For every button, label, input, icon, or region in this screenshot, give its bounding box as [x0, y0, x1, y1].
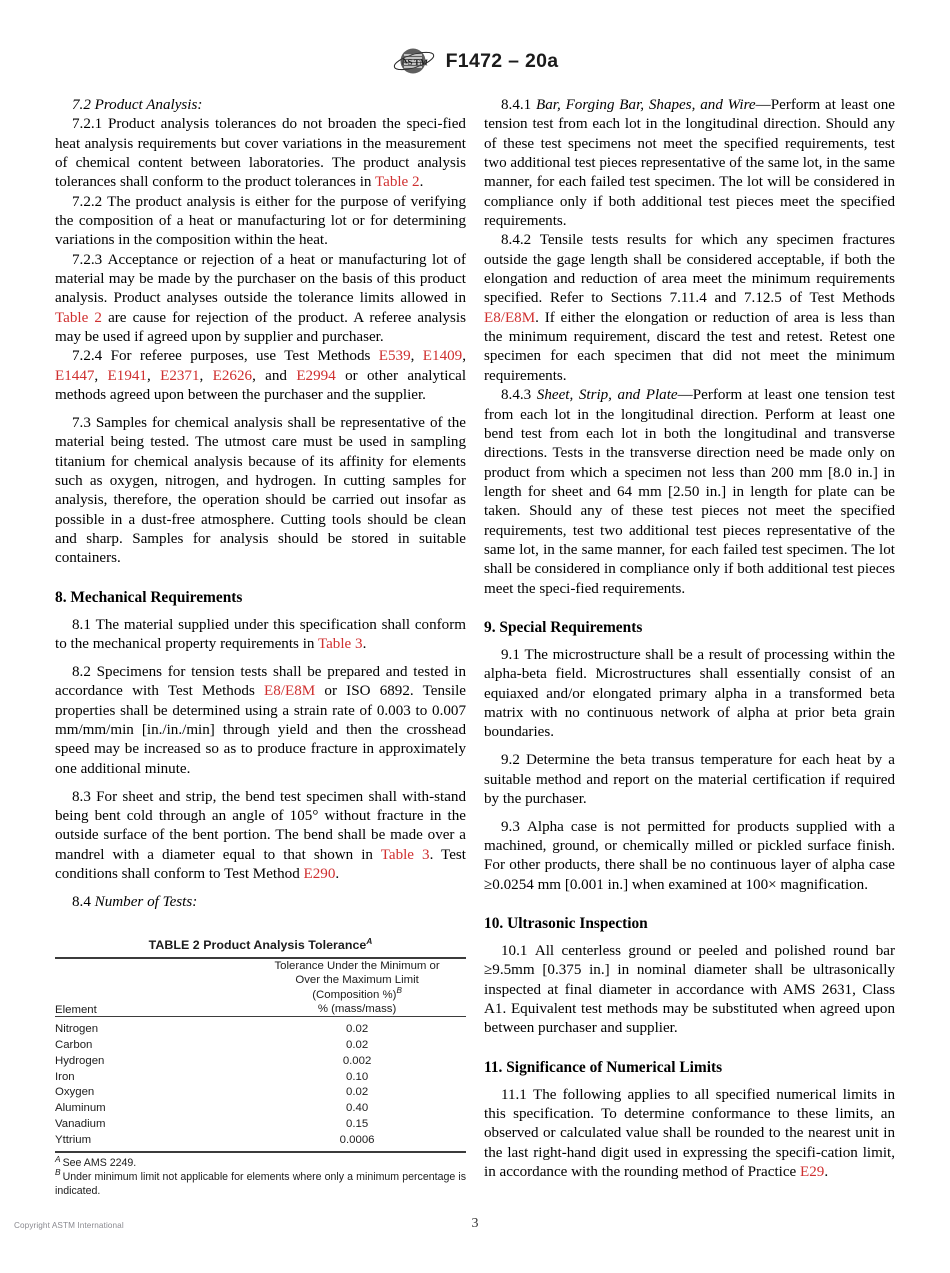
link-e2626[interactable]: E2626 [212, 367, 253, 384]
paragraph-8-2 [55, 663, 466, 779]
clause-text-tail: . [335, 865, 340, 882]
clause-title: Bar, Forging Bar, Shapes, and Wire [536, 97, 756, 113]
paragraph-8-4-2 [484, 231, 895, 386]
table-2-footnotes [55, 1153, 466, 1198]
clause-text: Alpha case is not permitted for products supplied with a machined, ground, or chemically milled or pickled surface finish. For other products, there shall be no continuous layer of alpha case ≥0.0254 mm [0.001 in.] when examined at 100× magnification. [484, 818, 896, 893]
clause-number: 8.1 [72, 616, 91, 633]
section-heading-9: 9. Special Requirements [484, 618, 643, 636]
clause-text: Tensile tests results for which any specimen fractures outside the gage length shall be considered acceptable, if both the elongation and reduction of area meet the minimum requirements specified. Refer to Sections 7.11.4 and 7.12.5 of Test Methods [484, 232, 895, 307]
clause-text: —Perform at least one tension test from each lot in the longitudinal direction. Perform at least one bend test from each lot in both the longitudinal and transverse directions. Tests in the transverse direction need be made only on product from which a specimen not less than 200 mm [8.0 in.] in length for sheet and 64 mm [2.50 in.] in length for plate can be taken. Should any of these test pieces not meet the specified requirements, test two additional test pieces representative of the same lot, in the same manner, for each failed test specimen. The lot shall be considered in compliance only if both additional test pieces meet the speci-fied requirements. [484, 387, 896, 597]
footnote-a-text: See AMS 2249. [62, 1157, 137, 1170]
paragraph-9-2 [484, 751, 895, 809]
paragraph-11-1 [484, 1086, 895, 1183]
section-heading-8: 8. Mechanical Requirements [55, 588, 243, 606]
table-2-col-element: Element [55, 1004, 97, 1017]
clause-number: 8.3 [72, 788, 91, 805]
table-2-caption-footnote-marker: A [366, 936, 373, 946]
paragraph-7-2-2 [55, 193, 466, 251]
footnote-a-marker: A [55, 1153, 61, 1164]
link-table-3[interactable]: Table 3 [317, 636, 363, 653]
clause-text: Specimens for tension tests shall be prepared and tested in accordance with Test Methods [55, 663, 466, 700]
table-2-footnote-b [55, 1167, 466, 1198]
clause-text: —Perform at least one tension test from each lot in the longitudinal direction. Should any of these test specimens not meet the specified requirements, test two additional test pieces representative of the same lot, in the same manner, for each failed test specimen. The lot will be considered in compliance only if both additional test pieces meet the specified requirements. [484, 97, 895, 230]
cell-element: Oxygen [55, 1086, 95, 1099]
astm-logo-icon [392, 46, 436, 76]
table-2-block [55, 938, 466, 1198]
link-table-3[interactable]: Table 3 [380, 846, 430, 863]
clause-text: Samples for chemical analysis shall be representative of the material being tested. The utmost care must be used in sampling titanium for chemical analysis because of its affinity for elements such as oxygen, nitrogen, and hydrogen. In cutting samples for analysis, therefore, the operation should be carried out insofar as possible in a dust-free atmosphere. Cutting tools should be clean and sharp. Samples for analysis should be stored in suitable containers. [55, 415, 466, 567]
link-e290[interactable]: E290 [303, 865, 336, 882]
clause-number: 8.4.3 [501, 387, 532, 404]
section-heading-11: 11. Significance of Numerical Limits [484, 1058, 723, 1076]
clause-text-mid: . Test conditions shall conform to Test Method [55, 846, 466, 882]
left-column [55, 96, 466, 1198]
link-e1941[interactable]: E1941 [107, 367, 147, 384]
footnote-b-marker: B [55, 1167, 61, 1178]
link-table-2[interactable]: Table 2 [374, 174, 420, 191]
svg-text:M: M [418, 56, 428, 68]
footer-page-number: 3 [471, 1216, 479, 1231]
link-e539[interactable]: E539 [378, 348, 411, 365]
paragraph-8-4-1 [484, 96, 895, 231]
section-heading-10: 10. Ultrasonic Inspection [484, 915, 648, 933]
link-e29[interactable]: E29 [800, 1164, 825, 1181]
clause-number: 8.2 [72, 663, 91, 680]
clause-text: All centerless ground or peeled and polished round bar ≥9.5mm [0.375 in.] in nominal diameter shall be ultrasonically inspected at final diameter in accordance with AMS 2631, Class A1. Equivalent test methods may be substituted when agreed upon between purchaser and supplier. [484, 943, 895, 1037]
table-row [55, 1085, 466, 1101]
paragraph-7-2-4: 7.2.4 For referee purposes, use Test Methods E539, E1409, E1447, E1941, E2371, E2626, and E2994 or other analytical methods agreed upon between the purchaser and the supplier. [55, 348, 467, 404]
clause-number: 8.4 [72, 893, 91, 910]
clause-number: 7.2.1 [72, 116, 103, 133]
table-row [55, 1116, 466, 1132]
table-2-footnote-a [55, 1153, 466, 1171]
cell-element: Carbon [55, 1039, 93, 1052]
table-row [55, 1132, 466, 1152]
link-e1447[interactable]: E1447 [55, 367, 95, 384]
clause-number: 10.1 [501, 943, 528, 960]
clause-number: 7.3 [72, 415, 91, 431]
table-row [55, 1017, 466, 1038]
table-row [55, 1069, 466, 1085]
paragraph-8-3 [55, 788, 466, 885]
clause-text-tail: . [419, 174, 424, 191]
table-row [55, 1101, 466, 1117]
cell-value: 0.02 [345, 1086, 369, 1099]
paragraph-8-4-3 [484, 386, 895, 599]
cell-element: Hydrogen [55, 1054, 105, 1067]
cell-value: 0.02 [345, 1039, 369, 1052]
clause-text-tail: . [362, 636, 367, 653]
paragraph-7-2-heading: 7.2 Product Analysis: [72, 97, 203, 113]
page-header [0, 46, 950, 76]
cell-element: Aluminum [55, 1102, 106, 1115]
clause-title: Sheet, Strip, and Plate [536, 387, 678, 404]
clause-number: 7.2.2 [72, 193, 103, 210]
paragraph-7-3 [55, 414, 466, 569]
clause-text-tail: are cause for rejection of the product. A referee analysis may be used if agreed upon by supplier and purchaser. [55, 309, 466, 346]
clause-text-tail: . [824, 1164, 829, 1181]
cell-element: Iron [55, 1070, 75, 1083]
clause-text: For referee purposes, use Test Methods [110, 348, 379, 365]
table-2-caption [55, 938, 466, 952]
clause-text: Determine the beta transus temperature for each heat by a suitable method and report on the material certification if required by the purchaser. [484, 752, 896, 807]
clause-number: 9.3 [501, 818, 520, 835]
cell-value: 0.10 [345, 1070, 369, 1083]
paragraph-9-3 [484, 818, 895, 895]
tolerance-line-4: % (mass/mass) [317, 1002, 397, 1015]
cell-value: 0.40 [345, 1102, 369, 1115]
table-2-body [55, 1017, 466, 1153]
paragraph-9-1 [484, 646, 895, 743]
svg-text:T: T [413, 57, 420, 67]
paragraph-7-2-3 [55, 251, 466, 348]
table-row [55, 1053, 466, 1069]
link-e2994[interactable]: E2994 [296, 367, 336, 384]
cell-value: 0.15 [345, 1117, 369, 1130]
table-2-header-row [55, 958, 466, 1017]
cell-value: 0.002 [342, 1054, 372, 1067]
clause-text-tail: or other analytical methods agreed upon between the purchaser and the supplier. [55, 367, 467, 404]
table-2-col-tolerance [248, 958, 466, 1017]
clause-number: 9.1 [501, 646, 520, 663]
clause-text-tail: . If either the elongation or reduction of area is less than the minimum requirement, discard the test and retest. Retest one specimen for each specimen that did not meet the minimum requirements. [484, 309, 895, 384]
clause-number: 7.2.3 [72, 251, 103, 268]
clause-number: 7.2.4 [72, 348, 103, 365]
table-row [55, 1037, 466, 1053]
clause-number: 8.4.2 [501, 232, 532, 249]
clause-text-tail: or ISO 6892. Tensile properties shall be determined using a strain rate of 0.003 to 0.007 mm/mm/min [in./in./min] through yield and then the crosshead speed may be increased so as to produce fracture in approximately one additional minute. [55, 683, 466, 777]
document-designation: F1472 – 20a [445, 49, 559, 72]
tolerance-line-1: Tolerance Under the Minimum or [274, 960, 440, 973]
paragraph-7-2-1 [55, 115, 466, 192]
clause-text: Number of Tests: [94, 893, 198, 910]
table-2-head [55, 958, 466, 1017]
paragraph-7-2 [55, 96, 466, 115]
table-2-caption-text: TABLE 2 Product Analysis Tolerance [148, 938, 367, 953]
table-2 [55, 957, 466, 1153]
link-e2371[interactable]: E2371 [160, 367, 200, 384]
svg-text:S: S [406, 56, 413, 67]
cell-element: Nitrogen [55, 1023, 99, 1036]
clause-text: The material supplied under this specification shall conform to the mechanical property requirements in [55, 616, 466, 653]
tolerance-line-3: (Composition %) [312, 988, 397, 1001]
clause-text: The product analysis is either for the purpose of verifying the composition of a heat or manufacturing lot or for determining variations in the composition within the heat. [55, 193, 466, 249]
right-column [484, 96, 895, 1183]
clause-text: The following applies to all specified numerical limits in this specification. To determine conformance to these limits, an observed or calculated value shall be rounded to the nearest unit in the last right-hand digit used in expressing the specifi-cation limit, in accordance with the rounding method of Practice [484, 1086, 895, 1181]
cell-value: 0.0006 [339, 1133, 375, 1146]
clause-number: 11.1 [501, 1086, 527, 1103]
svg-text:A: A [399, 55, 409, 67]
tolerance-footnote-marker: B [396, 985, 402, 995]
link-e8-e8m[interactable]: E8/E8M [264, 683, 316, 700]
paragraph-8-1 [55, 616, 466, 655]
footnote-b-text: Under minimum limit not applicable for elements where only a minimum percentage is indicated. [55, 1170, 466, 1197]
cell-element: Vanadium [55, 1117, 106, 1130]
paragraph-8-4 [55, 893, 466, 912]
clause-text: Acceptance or rejection of a heat or manufacturing lot of material may be made by the purchaser on the basis of this product analysis. Product analyses outside the tolerance limits allowed in [55, 251, 466, 307]
clause-number: 8.4.1 [501, 97, 532, 113]
cell-element: Yttrium [55, 1133, 92, 1146]
clause-text: The microstructure shall be a result of processing within the alpha-beta field. Microstructures shall essentially consist of an equiaxed and/or elongated primary alpha in a transformed beta matrix with no continuous network of alpha at prior beta grain boundaries. [484, 646, 895, 741]
link-table-2[interactable]: Table 2 [55, 309, 102, 326]
cell-value: 0.02 [345, 1023, 369, 1036]
clause-text: For sheet and strip, the bend test specimen shall with-stand being bent cold through an angle of 105° without fracture in the outside surface of the bent portion. The bend shall be made over a mandrel with a diameter equal to that shown in [55, 788, 466, 863]
tolerance-line-2: Over the Maximum Limit [295, 974, 419, 987]
footer-copyright: Copyright ASTM International [14, 1221, 124, 1230]
clause-number: 9.2 [501, 752, 520, 769]
link-e1409[interactable]: E1409 [422, 348, 463, 365]
paragraph-10-1 [484, 942, 895, 1039]
clause-text: Product analysis tolerances do not broaden the speci-fied heat analysis requirements but cover variations in the measurement of chemical content between laboratories. The product analysis tolerances shall conform to the product tolerances in [55, 116, 466, 191]
link-e8-e8m[interactable]: E8/E8M [484, 309, 536, 326]
